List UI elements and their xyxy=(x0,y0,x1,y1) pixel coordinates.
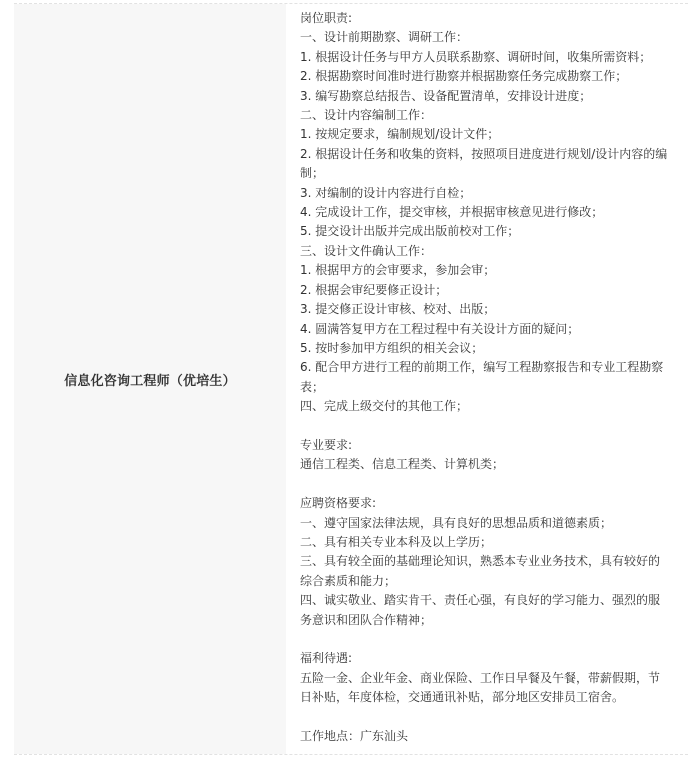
job-title-cell xyxy=(14,4,286,754)
location-section xyxy=(300,727,688,746)
responsibility-line: 4. 圆满答复甲方在工程过程中有关设计方面的疑问； xyxy=(300,321,580,336)
responsibility-line: 3. 提交修正设计审核、校对、出版； xyxy=(300,302,496,317)
section-spacer xyxy=(300,417,688,436)
responsibilities-heading: 岗位职责: xyxy=(300,11,353,25)
qualifications-heading: 应聘资格要求: xyxy=(300,496,377,511)
responsibility-line: 3. 对编制的设计内容进行自检； xyxy=(300,185,472,200)
section-spacer xyxy=(300,708,688,727)
responsibility-line: 3. 编写勘察总结报告、设备配置清单，安排设计进度； xyxy=(300,88,592,103)
responsibility-line: 四、完成上级交付的其他工作； xyxy=(300,399,469,414)
qualification-line: 二、具有相关专业本科及以上学历； xyxy=(300,534,493,549)
responsibility-line: 2. 根据勘察时间准时进行勘察并根据勘察任务完成勘察工作； xyxy=(300,69,628,84)
responsibility-line: 5. 提交设计出版并完成出版前校对工作； xyxy=(300,224,520,239)
responsibility-line: 制； xyxy=(300,166,325,181)
qualification-line: 三、具有较全面的基础理论知识，熟悉本专业业务技术，具有较好的 xyxy=(300,554,661,569)
job-title: 信息化咨询工程师（优培生） xyxy=(64,373,236,389)
job-detail-cell xyxy=(286,4,688,754)
responsibility-line: 2. 根据会审纪要修正设计； xyxy=(300,282,448,297)
benefits-heading: 福利待遇: xyxy=(300,651,353,666)
major-heading: 专业要求: xyxy=(300,437,353,452)
responsibility-line: 4. 完成设计工作，提交审核，并根据审核意见进行修改； xyxy=(300,205,604,220)
qualifications-section xyxy=(300,494,688,630)
benefits-section xyxy=(300,649,688,707)
qualification-line: 综合素质和能力； xyxy=(300,573,397,588)
benefits-line: 日补贴，年度体检，交通通讯补贴，部分地区安排员工宿舍。 xyxy=(300,690,625,705)
responsibility-line: 2. 根据设计任务和收集的资料，按照项目进度进行规划/设计内容的编 xyxy=(300,146,668,161)
responsibility-line: 1. 根据甲方的会审要求，参加会审； xyxy=(300,263,496,278)
responsibility-line: 6. 配合甲方进行工程的前期工作，编写工程勘察报告和专业工程勘察 xyxy=(300,360,664,375)
responsibility-line: 5. 按时参加甲方组织的相关会议； xyxy=(300,340,484,355)
job-table xyxy=(14,3,688,755)
responsibility-line: 1. 按规定要求，编制规划/设计文件； xyxy=(300,127,500,142)
responsibilities-section xyxy=(300,9,688,417)
major-section xyxy=(300,436,688,475)
responsibility-line: 1. 根据设计任务与甲方人员联系勘察、调研时间，收集所需资料； xyxy=(300,49,652,64)
work-location: 工作地点：广东汕头 xyxy=(300,728,409,743)
responsibility-line: 三、设计文件确认工作： xyxy=(300,243,433,258)
qualification-line: 务意识和团队合作精神； xyxy=(300,612,433,627)
section-spacer xyxy=(300,630,688,649)
qualification-line: 一、遵守国家法律法规，具有良好的思想品质和道德素质； xyxy=(300,515,613,530)
responsibility-line: 表； xyxy=(300,379,325,394)
section-spacer xyxy=(300,475,688,494)
responsibility-line: 二、设计内容编制工作： xyxy=(300,108,433,123)
benefits-line: 五险一金、企业年金、商业保险、工作日早餐及午餐，带薪假期，节 xyxy=(300,670,661,685)
qualification-line: 四、诚实敬业、踏实肯干、责任心强，有良好的学习能力、强烈的服 xyxy=(300,593,661,608)
major-line: 通信工程类、信息工程类、计算机类； xyxy=(300,457,505,472)
responsibility-line: 一、设计前期勘察、调研工作： xyxy=(300,30,469,45)
